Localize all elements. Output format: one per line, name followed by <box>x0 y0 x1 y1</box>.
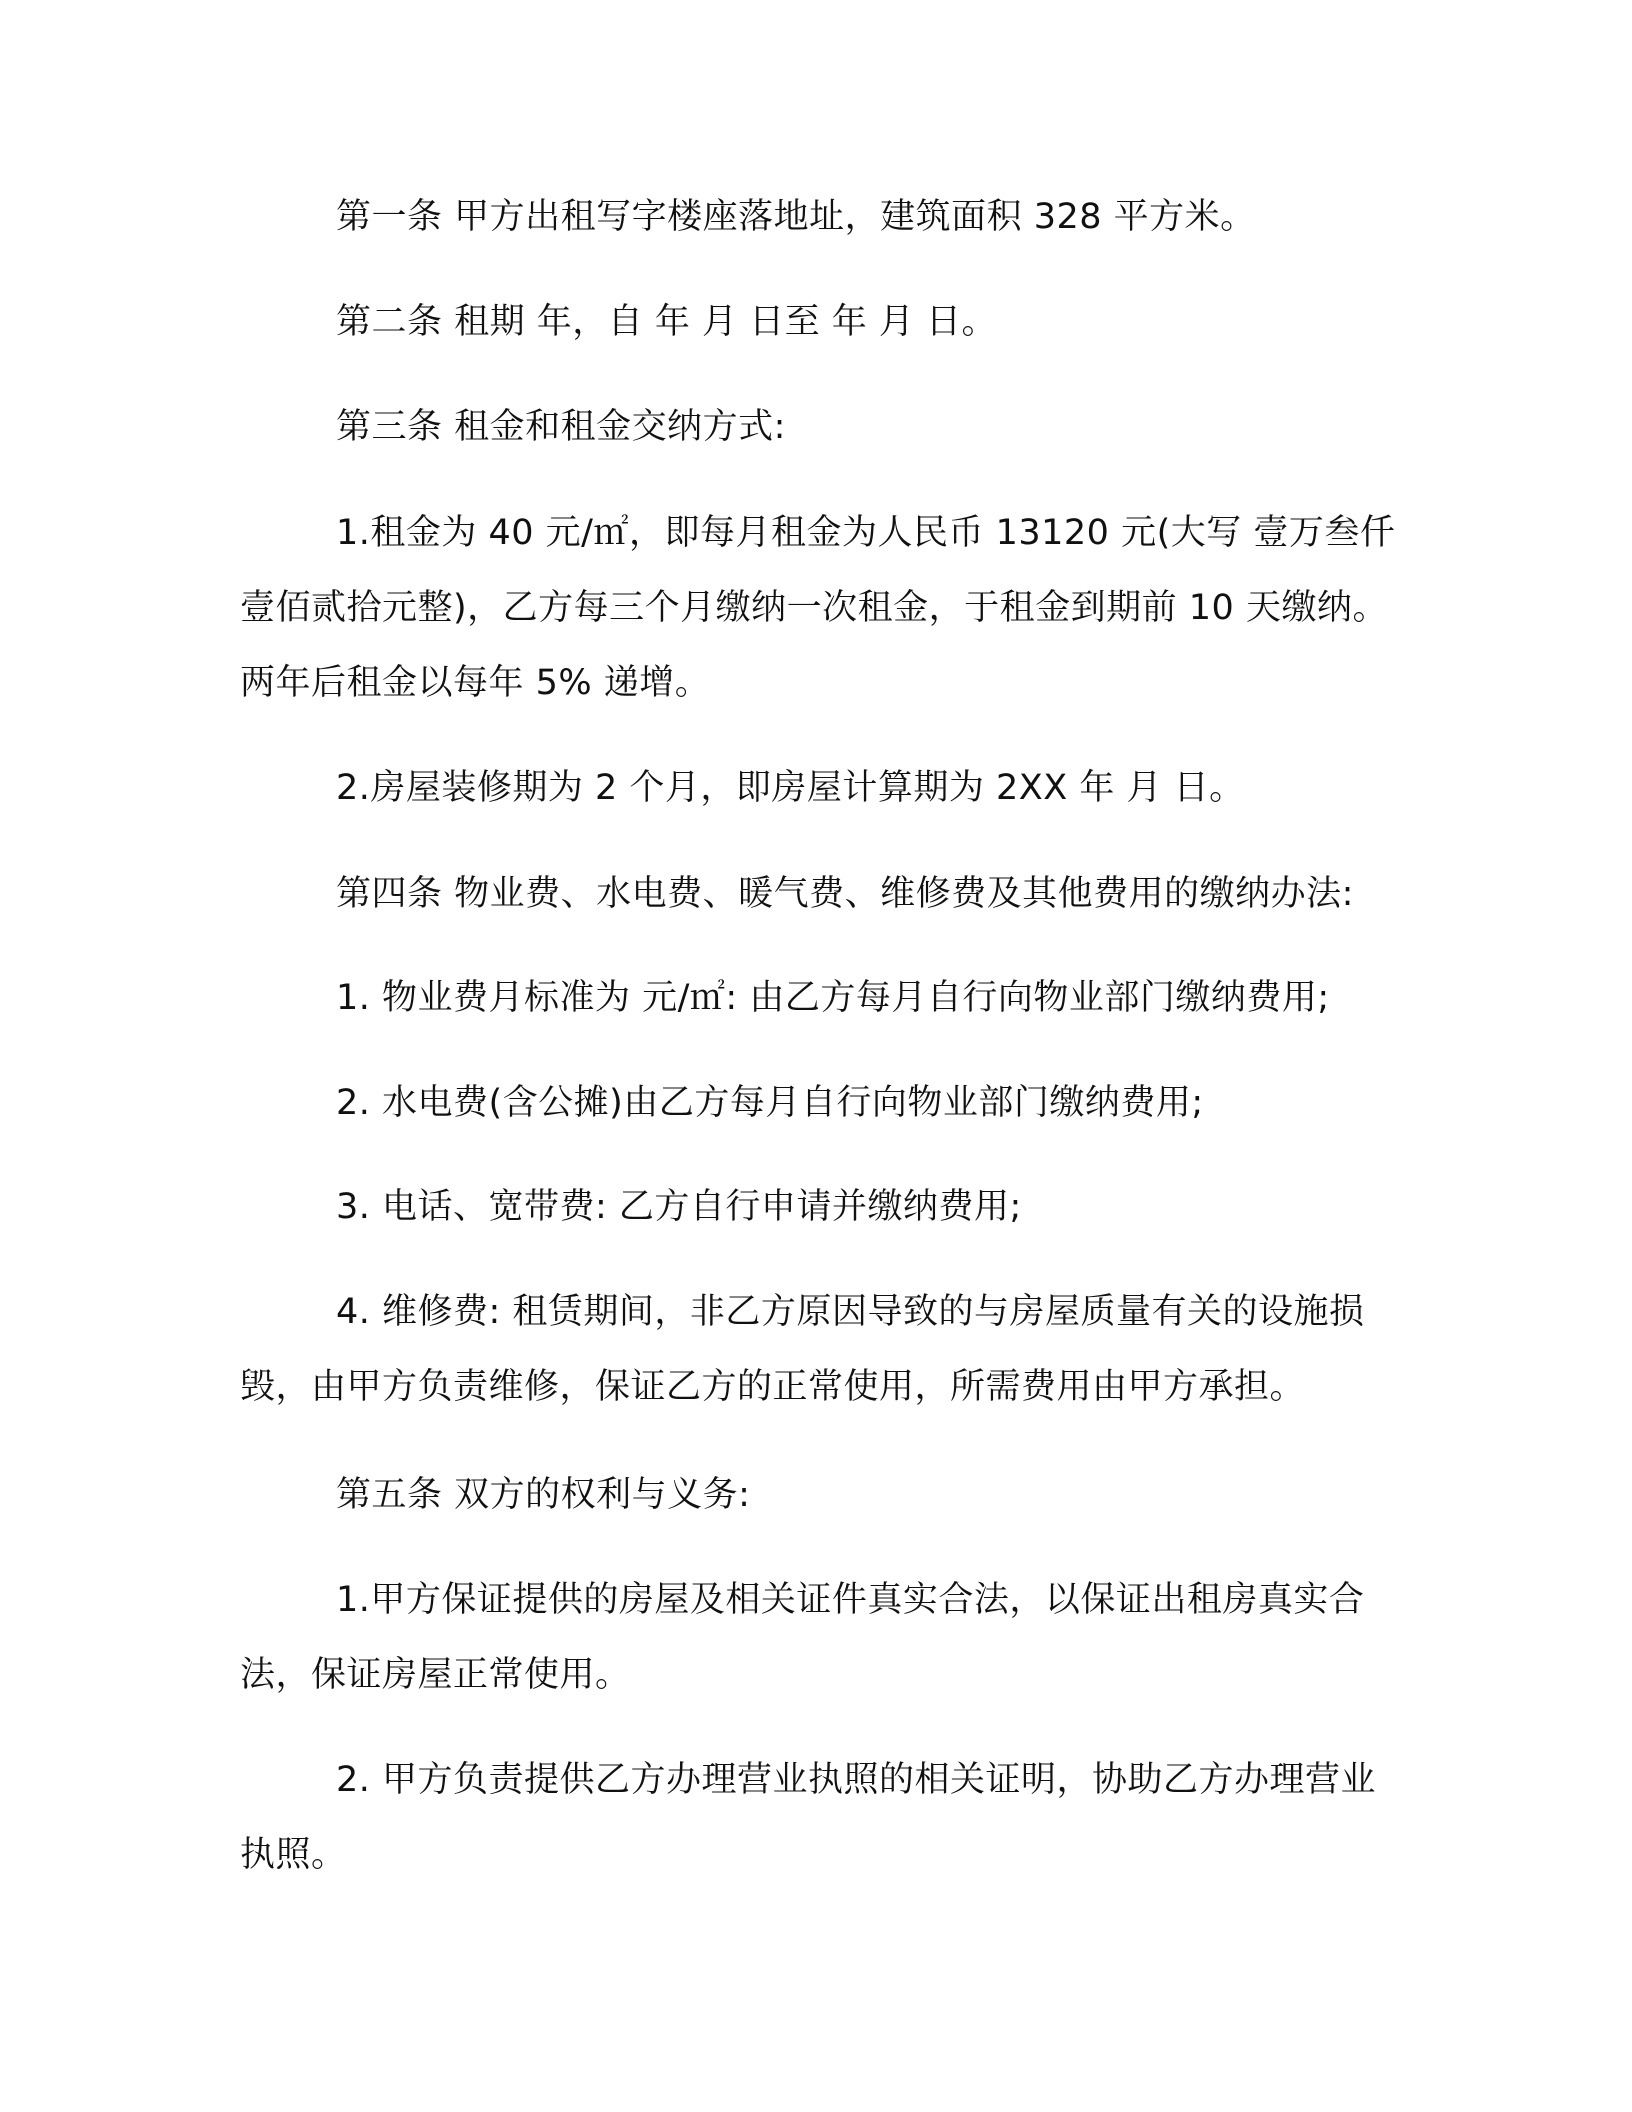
clause-5-item-1: 1.甲方保证提供的房屋及相关证件真实合法，以保证出租房真实合法，保证房屋正常使用。 <box>240 1580 1365 1695</box>
clause-5-item-2: 2. 甲方负责提供乙方办理营业执照的相关证明，协助乙方办理营业执照。 <box>240 1760 1377 1875</box>
clause-4-item-2: 2. 水电费(含公摊)由乙方每月自行向物业部门缴纳费用; <box>336 1083 1204 1123</box>
clause-4-item-3: 3. 电话、宽带费: 乙方自行申请并缴纳费用; <box>336 1187 1022 1227</box>
clause-2: 第二条 租期 年，自 年 月 日至 年 月 日。 <box>336 302 998 342</box>
clause-3: 第三条 租金和租金交纳方式: <box>336 407 786 447</box>
clause-4-item-1: 1. 物业费月标准为 元/㎡: 由乙方每月自行向物业部门缴纳费用; <box>336 978 1330 1018</box>
clause-4: 第四条 物业费、水电费、暖气费、维修费及其他费用的缴纳办法: <box>336 874 1354 914</box>
clause-5: 第五条 双方的权利与义务: <box>336 1475 751 1515</box>
clause-1: 第一条 甲方出租写字楼座落地址，建筑面积 328 平方米。 <box>336 197 1256 237</box>
clause-3-item-1: 1.租金为 40 元/㎡，即每月租金为人民币 13120 元(大写 壹万叁仟壹佰贰拾元整)，乙方每三个月缴纳一次租金，于租金到期前 10 天缴纳。两年后租金以每年 5% 递增。 <box>240 513 1396 703</box>
clause-4-item-4: 4. 维修费: 租赁期间，非乙方原因导致的与房屋质量有关的设施损毁，由甲方负责维修，保证乙方的正常使用，所需费用由甲方承担。 <box>240 1292 1365 1407</box>
clause-3-item-2: 2.房屋装修期为 2 个月，即房屋计算期为 2XX 年 月 日。 <box>336 768 1245 808</box>
